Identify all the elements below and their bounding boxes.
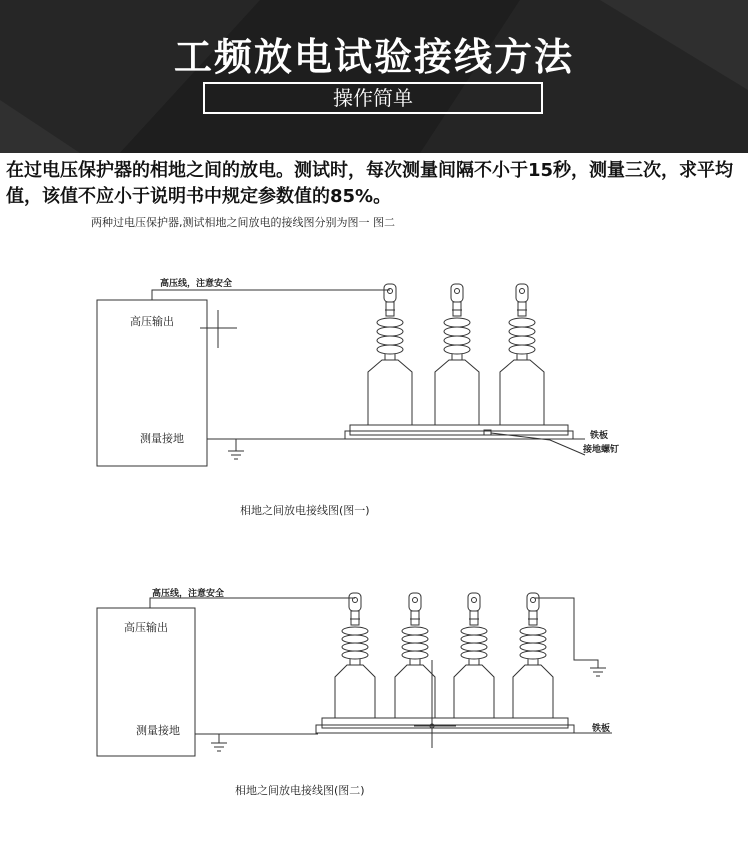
arrester-unit-1 [335,593,375,718]
plate-label-2: 铁板 [592,724,611,734]
output-label-1: 高压输出 [130,315,174,328]
hv-lead-wire [150,598,355,608]
intro-text: 在过电压保护器的相地之间的放电。测试时，每次测量间隔不小于15秒，测量三次，求平均值，该值不应小于说明书中规定参数值的85%。 [6,160,734,207]
ground-label-2: 测量接地 [136,724,180,737]
page-subtitle: 操作简单 [203,82,543,114]
hv-line-label-2: 高压线，注意安全 [152,589,225,599]
arrester-unit-2 [395,593,435,718]
hv-line-label-1: 高压线，注意安全 [160,279,233,289]
arrester-unit-3 [454,593,494,718]
output-label-2: 高压输出 [124,621,168,634]
figure-2-caption: 相地之间放电接线图(图二) [235,784,365,797]
plate-label-1: 铁板 [590,431,609,441]
diagram-caption: 两种过电压保护器,测试相地之间放电的接线图分别为图一 图二 [91,216,395,229]
ground-label-1: 测量接地 [140,432,184,445]
figure-1-caption: 相地之间放电接线图(图一) [240,504,370,517]
page-title: 工频放电试验接线方法 [173,35,574,79]
arrester-unit-4 [513,593,553,718]
screw-label-1: 接地螺钉 [583,445,620,455]
